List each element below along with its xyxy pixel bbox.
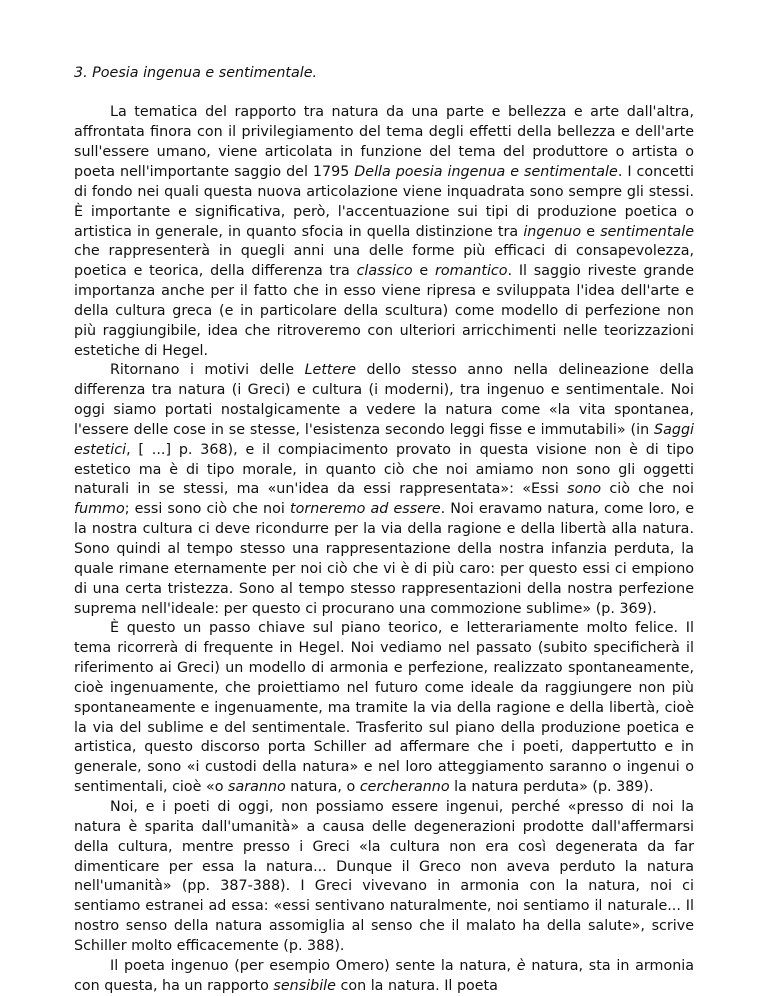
text-run: Noi, e i poeti di oggi, non possiamo essere ingenui, perché «presso di noi la natura è sparita dall'umanità» a causa delle degenerazioni prodotte dall'affermarsi della cultura, mentre presso i Greci «la cultura non era così degenerata da far dimenticare per essa la natura... Dunque il Greco non aveva perduto la natura nell'umanità» (pp. 387-388). I Greci vivevano in armonia con la natura, noi ci sentiamo estranei ad essa: «essi sentivano naturalmente, noi sentiamo il naturale... Il nostro senso della natura assomiglia al senso che il malato ha della salute», scrive Schiller molto efficacemente (p. 388). [74,798,694,954]
italic-text: Della poesia ingenua e sentimentale [354,163,618,180]
italic-text: fummo [74,501,125,518]
italic-text: sono [567,481,602,498]
paragraph-1 [74,103,694,361]
paragraph-4 [74,798,694,957]
text-run: La tematica del rapporto tra natura da una parte e bellezza e arte dall'altra, affrontata finora con il privilegiamento del tema degli effetti della bellezza e dell'arte sull'essere umano, viene articolata in funzione del tema del produttore o artista o poeta nell'importante saggio del 1795 [74,104,694,180]
paragraph-5 [74,957,694,996]
italic-text: cercheranno [359,779,450,796]
text-run: , [ ...] p. 368), e il compiacimento provato in questa visione non è di tipo estetico ma è di tipo morale, in quanto ciò che noi amiamo non sono gli oggetti naturali in se stessi, ma «un'idea da essi rappresentata»: «Essi [74,441,694,498]
paragraph-3 [74,619,694,798]
italic-text: saranno [228,779,286,796]
text-run: Il poeta ingenuo (per esempio Omero) sente la natura, [110,957,517,974]
text-run: con la natura. Il poeta [335,977,498,994]
italic-text: Saggi estetici [74,421,694,458]
paragraph-2 [74,361,694,619]
italic-text: romantico [434,263,508,280]
text-run: natura, o [285,779,360,796]
italic-text: sensibile [273,977,336,994]
text-run: e [412,263,435,280]
text-run: ciò che noi [601,481,694,498]
section-title: 3. Poesia ingenua e sentimentale. [74,65,318,81]
text-run: È questo un passo chiave sul piano teorico, e letterariamente molto felice. Il tema ricorrerà di frequente in Hegel. Noi vediamo nel passato (subito specificherà il riferimento ai Greci) un modello di armonia e perfezione, realizzato spontaneamente, cioè ingenuamente, che proiettiamo nel futuro come ideale da raggiungere non più spontaneamente e ingenuamente, ma tramite la via della ragione e della libertà, cioè la via del sublime e del sentimentale. Trasferito sul piano della produzione poetica e artistica, questo discorso porta Schiller ad affermare che i poeti, dappertutto e in generale, sono «i custodi della natura» e nel loro atteggiamento saranno o ingenui o sentimentali, cioè «o [74,620,694,796]
text-run: ; essi sono ciò che noi [124,501,290,518]
italic-text: Lettere [304,362,357,379]
text-run: . Noi eravamo natura, come loro, e la nostra cultura ci deve ricondurre per la via della ragione e della libertà alla natura. Sono quindi al tempo stesso una rappresentazione della nostra infanzia perduta, la quale rimane eternamente per noi ciò che vi è di più caro: per questo essi ci empiono di una certa tristezza. Sono al tempo stesso rappresentazioni della nostra perfezione suprema nell'ideale: per questo ci procurano una commozione sublime» (p. 369). [74,501,694,617]
text-run: la natura perduta» (p. 389). [449,779,654,796]
text-run: . I concetti di fondo nei quali questa nuova articolazione viene inquadrata sono sempre gli stessi. È importante e significativa, però, l'accentuazione sui tipi di produzione poetica o artistica in generale, in quanto sfocia in quella distinzione tra [74,163,695,240]
italic-text: sentimentale [600,223,694,240]
document-page [74,64,694,996]
text-run: dello stesso anno nella delineazione della differenza tra natura (i Greci) e cultura (i moderni), tra ingenuo e sentimentale. Noi oggi siamo portati nostalgicamente a vedere la natura come «la vita spontanea, l'essere delle cose in se stesse, l'esistenza secondo leggi fisse e immutabili» (in [74,362,695,438]
text-run: e [581,223,601,240]
text-run: Ritornano i motivi delle [110,362,305,379]
italic-text: torneremo ad essere [289,501,441,518]
text-run: che rappresenterà in quegli anni una delle forme più efficaci di consapevolezza, poetica e teorica, della differenza tra [74,243,694,280]
text-run: . Il saggio riveste grande importanza anche per il fatto che in esso viene ripresa e sviluppata l'idea dell'arte e della cultura greca (e in particolare della scultura) come modello di perfezione non più raggiungibile, idea che ritroveremo con ulteriori arricchimenti nelle teorizzazioni estetiche di Hegel. [74,263,694,359]
italic-text: ingenuo [523,223,582,240]
text-run: natura, sta in armonia con questa, ha un rapporto [74,957,694,994]
italic-text: classico [356,263,413,280]
italic-text: è [516,957,526,974]
